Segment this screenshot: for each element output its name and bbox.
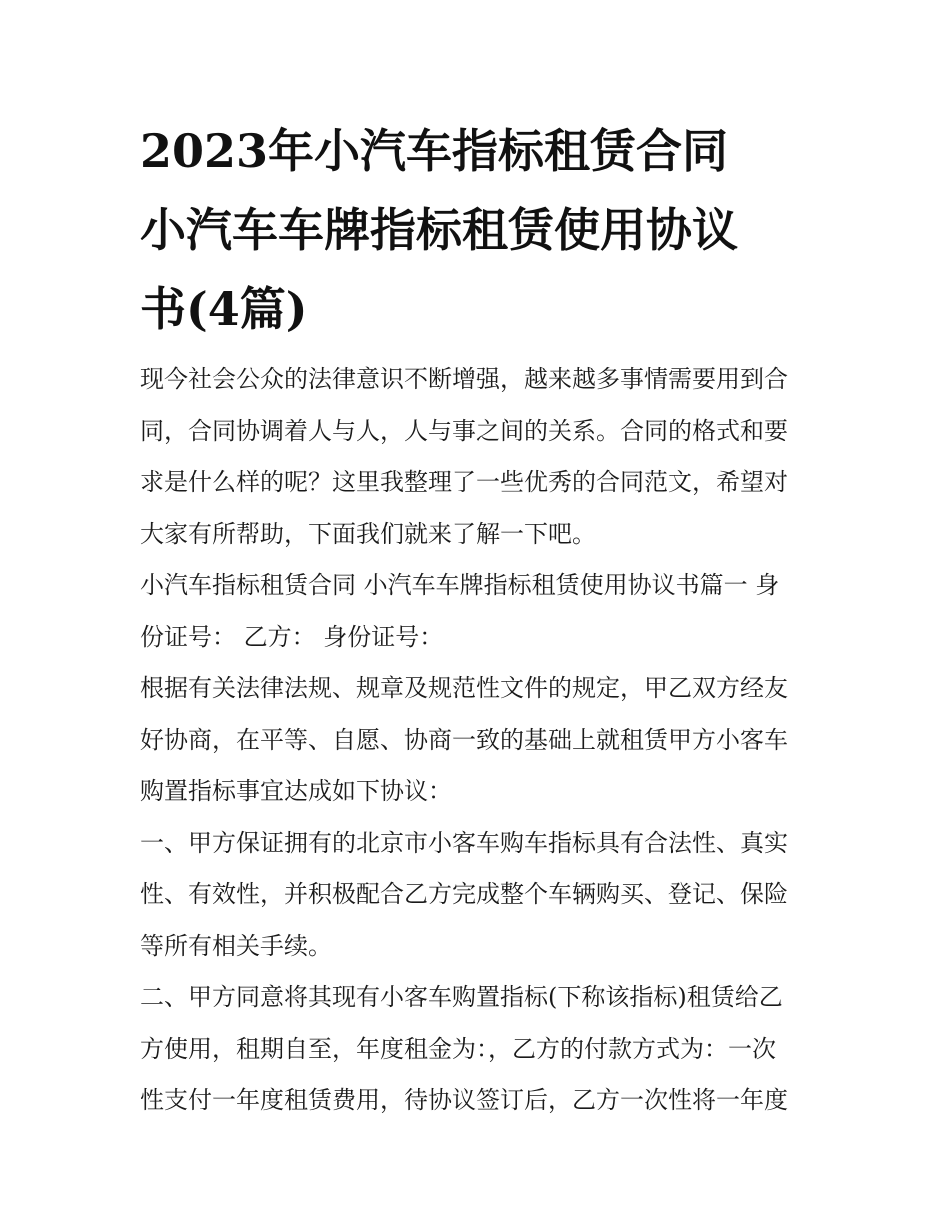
document-title: [140, 112, 820, 349]
text-line: 根据有关法律法规、规章及规范性文件的规定，甲乙双方经友: [140, 674, 788, 702]
basis-paragraph: [140, 663, 830, 818]
text-line: 性、有效性，并积极配合乙方完成整个车辆购买、登记、保险: [140, 880, 788, 908]
title-line: 书(4篇): [140, 282, 308, 336]
text-line: 方使用，租期自至，年度租金为：，乙方的付款方式为：一次: [140, 1034, 776, 1063]
text-line: 份证号： 乙方： 身份证号：: [140, 622, 444, 651]
document-body: [140, 354, 830, 1127]
text-line: 好协商，在平等、自愿、协商一致的基础上就租赁甲方小客车: [140, 725, 788, 754]
clause-two-paragraph: [140, 972, 830, 1127]
clause-one-paragraph: [140, 818, 830, 973]
text-line: 求是什么样的呢？这里我整理了一些优秀的合同范文，希望对: [140, 468, 788, 496]
text-line: 现今社会公众的法律意识不断增强，越来越多事情需要用到合: [140, 365, 788, 393]
text-line: 小汽车指标租赁合同 小汽车车牌指标租赁使用协议书篇一 身: [140, 571, 780, 599]
text-line: 购置指标事宜达成如下协议：: [140, 777, 452, 805]
intro-paragraph: [140, 354, 830, 560]
title-line: 2023年小汽车指标租赁合同: [140, 124, 729, 178]
text-line: 等所有相关手续。: [140, 931, 332, 960]
text-line: 性支付一年度租赁费用，待协议签订后，乙方一次性将一年度: [140, 1086, 788, 1114]
title-line: 小汽车车牌指标租赁使用协议: [140, 203, 738, 257]
text-line: 大家有所帮助，下面我们就来了解一下吧。: [140, 519, 596, 548]
parties-paragraph: [140, 560, 830, 663]
text-line: 二、甲方同意将其现有小客车购置指标(下称该指标)租赁给乙: [140, 983, 783, 1011]
text-line: 一、甲方保证拥有的北京市小客车购车指标具有合法性、真实: [140, 828, 788, 857]
text-line: 同，合同协调着人与人，人与事之间的关系。合同的格式和要: [140, 416, 788, 445]
